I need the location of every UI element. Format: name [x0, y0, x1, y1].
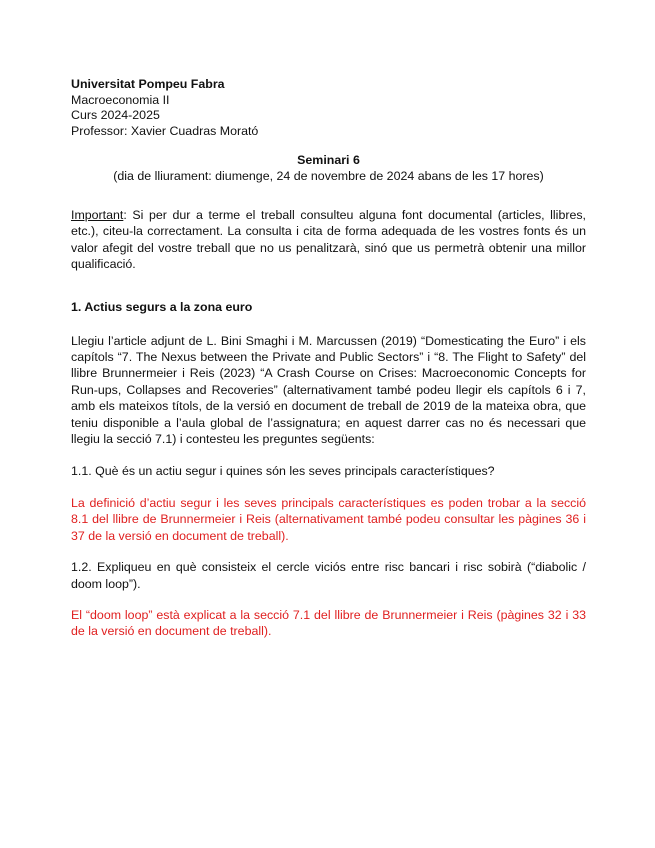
- important-text: : Si per dur a terme el treball consulteu alguna font documental (articles, llibres, etc.), citeu-la correctament. La consulta i cita de forma adequada de les vostres fonts és un valor afegit del vostre treball que no us penalitzarà, sinó que us permetrà obtenir una millor qualificació.: [71, 208, 586, 272]
- answer-1-1: La definició d’actiu segur i les seves principals característiques es poden trobar a la secció 8.1 del llibre de Brunnermeier i Reis (alternativament també podeu consultar les pàgines 36 i 37 de la versió en document de treball).: [71, 495, 586, 543]
- important-label: Important: [71, 208, 124, 222]
- document-page: [71, 77, 586, 640]
- course-year: Curs 2024-2025: [71, 108, 160, 122]
- question-1-2: 1.2. Expliqueu en què consisteix el cercle viciós entre risc bancari i risc sobirà (“diabolic / doom loop”).: [71, 560, 586, 591]
- course-name: Macroeconomia II: [71, 92, 170, 107]
- section-heading: 1. Actius segurs a la zona euro: [71, 299, 253, 314]
- important-paragraph: [71, 207, 586, 273]
- professor-name: Professor: Xavier Cuadras Morató: [71, 123, 259, 138]
- question-1-1: 1.1. Què és un actiu segur i quines són les seves principals característiques?: [71, 464, 495, 479]
- seminar-title: Seminari 6: [297, 153, 360, 167]
- section-intro: Llegiu l’article adjunt de L. Bini Smaghi i M. Marcussen (2019) “Domesticating the Euro” i els capítols “7. The Nexus between the Private and Public Sectors” i “8. The Flight to Safety” del llibre Brunnermeier i Reis (2023) “A Crash Course on Crises: Macroeconomic Concepts for Run-ups, Collapses and Recoveries” (alternativament també podeu llegir els capítols 6 i 7, amb els mateixos títols, de la versió en document de treball de 2019 de la mateixa obra, que teniu disponible a l’aula global de l’assignatura; en aquest darrer cas no és necessari que llegiu la secció 7.1) i contesteu les preguntes següents:: [71, 333, 586, 447]
- deadline-note: (dia de lliurament: diumenge, 24 de novembre de 2024 abans de les 17 hores): [113, 168, 544, 183]
- university-name: Universitat Pompeu Fabra: [71, 77, 225, 91]
- answer-1-2: El “doom loop” està explicat a la secció 7.1 del llibre de Brunnermeier i Reis (pàgines 32 i 33 de la versió en document de treball).: [71, 607, 586, 639]
